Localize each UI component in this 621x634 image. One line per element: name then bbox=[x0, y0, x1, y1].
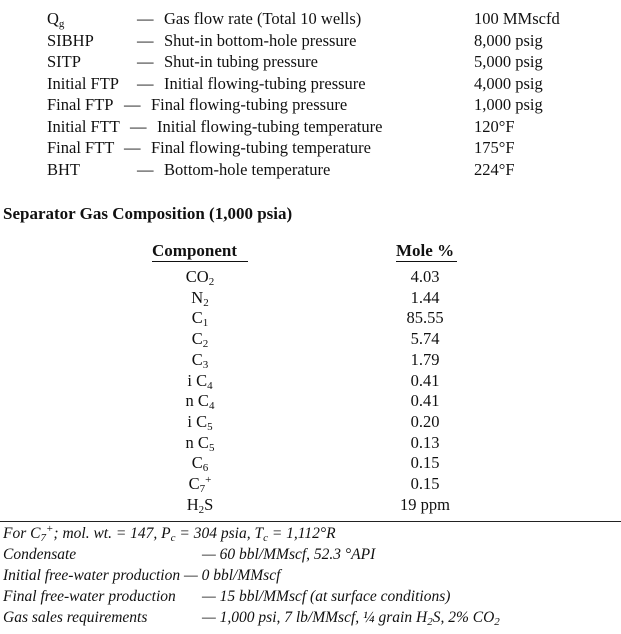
component-cell: $C_3$ bbox=[191, 349, 209, 371]
parameter-description: Bottom-hole temperature bbox=[164, 159, 331, 179]
footnote-initial-water bbox=[0, 566, 621, 586]
parameter-row bbox=[0, 116, 621, 137]
parameter-symbol: SIBHP bbox=[47, 30, 94, 50]
section-title: Separator Gas Composition (1,000 psia) bbox=[3, 204, 293, 223]
parameter-dash: — bbox=[130, 116, 147, 136]
parameter-symbol: BHT bbox=[47, 159, 80, 179]
component-cell: $C_1$ bbox=[191, 308, 209, 330]
component-cell: i $C_5$ bbox=[187, 411, 213, 433]
parameter-value: 1,000 psig bbox=[474, 95, 543, 114]
parameter-dash: — bbox=[124, 138, 141, 157]
column-header-component: Component bbox=[152, 241, 238, 260]
parameter-symbol: Final FTT bbox=[47, 138, 115, 157]
parameter-row bbox=[0, 8, 621, 29]
footnote-condensate bbox=[0, 545, 621, 565]
table-row bbox=[0, 266, 621, 287]
parameter-dash: — bbox=[137, 52, 154, 71]
footnote-label: Gas sales requirements bbox=[3, 609, 148, 626]
parameter-row bbox=[0, 30, 621, 51]
component-cell: n $C_4$ bbox=[185, 391, 215, 413]
parameter-dash: — bbox=[137, 9, 154, 28]
footnote-c7plus-text: For $C_7^+$; mol. wt. = 147, $P_c = 304$ psia, $T_c = 1,112^\circ R$ bbox=[3, 523, 336, 544]
parameter-symbol: Initial FTP bbox=[47, 73, 119, 93]
parameter-description: Final flowing-tubing pressure bbox=[151, 95, 348, 114]
parameter-row bbox=[0, 159, 621, 180]
mole-percent-cell: 5.74 bbox=[410, 329, 440, 349]
parameter-dash: — bbox=[137, 30, 154, 50]
table-row bbox=[0, 307, 621, 328]
table-row bbox=[0, 390, 621, 411]
parameter-row bbox=[0, 94, 621, 115]
footnote-label: Initial free-water production — 0 bbl/MMscf bbox=[3, 567, 281, 584]
table-row bbox=[0, 432, 621, 453]
parameter-symbol: SITP bbox=[47, 52, 81, 71]
component-cell: $CO_2$ bbox=[185, 267, 215, 288]
component-cell: $H_2S$ bbox=[186, 494, 214, 516]
table-row bbox=[0, 370, 621, 391]
footnote-label: Final free-water production bbox=[3, 588, 176, 605]
component-cell: $C_2$ bbox=[191, 329, 209, 351]
mole-percent-cell: 19 ppm bbox=[400, 494, 450, 514]
footnote-c7plus bbox=[0, 524, 621, 544]
component-cell: $C_7^+$ bbox=[188, 474, 212, 495]
parameter-row bbox=[0, 137, 621, 158]
table-row bbox=[0, 287, 621, 308]
parameter-description: Shut-in tubing pressure bbox=[164, 52, 318, 71]
column-header-mole-percent: Mole % bbox=[396, 241, 455, 260]
parameter-row bbox=[0, 73, 621, 94]
mole-percent-cell: 0.13 bbox=[410, 432, 440, 452]
mole-percent-cell: 0.15 bbox=[410, 453, 440, 473]
table-row bbox=[0, 411, 621, 432]
component-cell: i $C_4$ bbox=[187, 370, 213, 392]
parameter-row bbox=[0, 51, 621, 72]
parameter-value: 120°F bbox=[474, 116, 515, 136]
component-header-underline bbox=[152, 261, 248, 262]
parameter-description: Gas flow rate (Total 10 wells) bbox=[164, 9, 362, 28]
mole-percent-cell: 85.55 bbox=[406, 308, 444, 328]
table-bottom-rule bbox=[0, 521, 621, 522]
mole-percent-cell: 0.41 bbox=[410, 391, 440, 411]
table-row bbox=[0, 473, 621, 494]
footnote-text: — 15 bbl/MMscf (at surface conditions) bbox=[202, 588, 451, 605]
footnote-final-water bbox=[0, 587, 621, 607]
component-cell: $C_6$ bbox=[191, 453, 209, 475]
mole-percent-cell: 0.15 bbox=[410, 474, 440, 493]
parameter-dash: — bbox=[137, 159, 154, 179]
parameter-dash: — bbox=[137, 73, 154, 93]
parameter-value: 224°F bbox=[474, 159, 515, 179]
parameter-description: Initial flowing-tubing pressure bbox=[164, 73, 366, 93]
parameter-description: Final flowing-tubing temperature bbox=[151, 138, 371, 157]
parameter-description: Shut-in bottom-hole pressure bbox=[164, 30, 357, 50]
footnote-gas-sales bbox=[0, 608, 621, 628]
parameter-symbol: Final FTP bbox=[47, 95, 114, 114]
parameter-value: 100 MMscfd bbox=[474, 9, 560, 28]
mole-percent-cell: 4.03 bbox=[410, 267, 440, 286]
parameter-symbol: Initial FTT bbox=[47, 116, 120, 136]
footnote-text: — 60 bbl/MMscf, 52.3 °API bbox=[202, 546, 376, 563]
footnote-label: Condensate bbox=[3, 546, 77, 563]
parameter-value: 8,000 psig bbox=[474, 30, 543, 50]
component-cell: $N_2$ bbox=[191, 287, 209, 309]
parameter-description: Initial flowing-tubing temperature bbox=[157, 116, 383, 136]
mole-percent-cell: 0.20 bbox=[410, 411, 440, 431]
mole-percent-cell: 1.44 bbox=[410, 287, 440, 307]
parameter-symbol: $Q_g$ bbox=[47, 9, 65, 30]
parameter-value: 175°F bbox=[474, 138, 515, 157]
table-row bbox=[0, 452, 621, 473]
footnote-text: — 1,000 psi, 7 lb/MMscf, ¼ grain $H_2S$, 2% $CO_2$ bbox=[202, 609, 500, 628]
mole-percent-cell: 1.79 bbox=[410, 349, 440, 369]
table-row bbox=[0, 349, 621, 370]
parameter-value: 4,000 psig bbox=[474, 73, 543, 93]
mole-percent-cell: 0.41 bbox=[410, 370, 440, 390]
parameter-dash: — bbox=[124, 95, 141, 114]
parameter-value: 5,000 psig bbox=[474, 52, 543, 71]
component-cell: n $C_5$ bbox=[185, 432, 215, 454]
table-row bbox=[0, 494, 621, 515]
table-row bbox=[0, 328, 621, 349]
mole-header-underline bbox=[396, 261, 457, 262]
